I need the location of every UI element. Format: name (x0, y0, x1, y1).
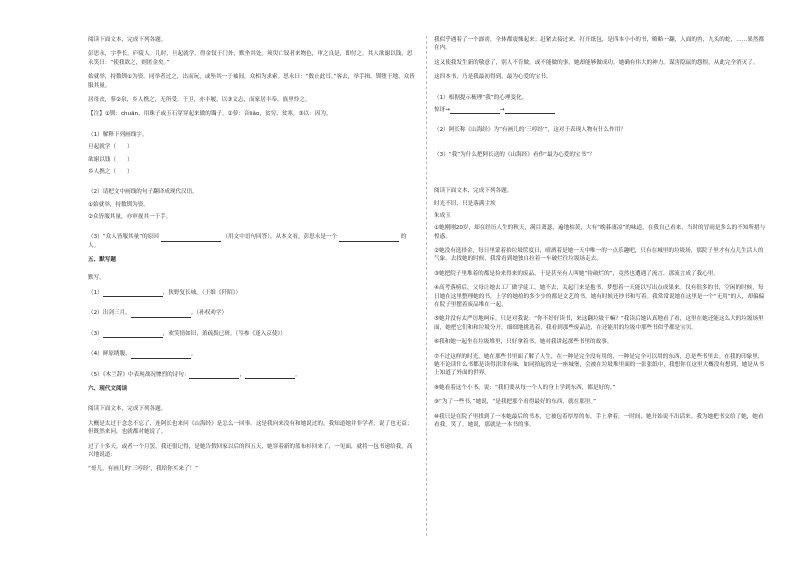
story-paragraph: “哥儿，有画儿的‘三哼经’，我给你买来了！” (88, 466, 199, 473)
answer-blank[interactable] (103, 330, 163, 338)
question-3-text-a: （3）“众人皆服其量”的原因 (88, 234, 159, 241)
dictation-suffix: ，欢笑情如旧，萧疏鬓已斑。（岑参《逢入京使》） (162, 330, 286, 337)
question-3: （3）“我”为什么把阿长送的《山海经》看作“最为心爱的宝书”？ (434, 151, 595, 158)
dictation-prefix: （2）出剑三月， (88, 310, 131, 317)
answer-blank[interactable] (505, 106, 555, 114)
story-paragraph: 这又使我发生新的敬意了，别人不肯做，或不能做的事，她却能够做成功。她确有伟大的神力。谋害隐鼠的怨恨，从此完全消灭了。 (434, 59, 759, 66)
annotation-note: 【注】①钏：chuān，用珠子或玉石穿穿起来做的镯子。②蓼：音liǎo，贫穷、贫寒。③以：因为。 (88, 111, 332, 118)
dictation-prefix: （3） (88, 330, 103, 337)
essay-author: 朱成玉 (434, 212, 451, 219)
question-2-title: （2）请把文中画线的句子翻译成现代汉语。 (88, 189, 198, 196)
question-3 (88, 233, 416, 250)
dictation-suffix: 。（孙权劝学） (190, 310, 228, 317)
essay-title: 时光不旧，只是落满尘埃 (434, 200, 496, 207)
column-divider (426, 36, 427, 536)
reading-instruction: 阅读下面文本，完成下列各题。 (434, 188, 513, 195)
question-1 (88, 131, 416, 177)
answer-blank[interactable] (339, 234, 399, 242)
dictation-item (88, 330, 416, 338)
section-heading: 五、默写题 (88, 257, 116, 264)
reading-instruction: 阅读下面文本，完成下列各题。 (88, 37, 167, 43)
question-3-text-b: （用文中语句回答）。从本文看，彭思永是一个 (222, 234, 338, 241)
mood-start: 惊讶→ (434, 106, 450, 113)
answer-blank[interactable] (450, 106, 500, 114)
question-1-title: （1）根据提示梳理“我”的心理变化。 (434, 94, 528, 101)
answer-blank[interactable] (131, 310, 191, 318)
dictation-item (88, 309, 416, 317)
dictation-item (88, 289, 416, 297)
story-paragraph: 这四本书，乃是我最初得到，最为心爱的宝书。 (434, 74, 552, 81)
story-paragraph: 过了十多天，或者一个月罢，我还很记得，是她告假回家以后的四五天，她穿着新的蓝布衫回来了，一见面，就将一包书递给我，高兴地说道： (88, 443, 413, 458)
classical-passage-3: 居母丧，蓼②泉，乡人携之，无所受。于卫，亦丰履，以③文志，而家居丰奉，族里怜之。 (88, 96, 311, 103)
essay-paragraph: ④高考落榜后，父母让她去工厂做学徒工，她不去，关起门来是抱书，梦想着一天能以写出点成果来。仅有很多的书，空闲的时候，每日她在这里整理她的书，上学的她拾的多少少的都是文艺的书，她有时候还抄书和写着。我常常说她在这里是一个“无用”的人，却偏偏在院子里摆着废品堆在一起。 (434, 285, 765, 309)
dictation-prefix: （1） (88, 290, 103, 297)
mood-chain (434, 106, 768, 114)
question-2-item: ①始就举，持数钏为资。 (88, 201, 149, 208)
question-1-item: 乡人携之（ ） (88, 168, 133, 175)
dictation-suffix: ，狭野复长城。（王维《阡陌》） (162, 290, 242, 297)
dictation-prefix: （5）《木兰辞》中表现战况惨烈的诗句： (88, 371, 190, 378)
dictation-sep: ， (239, 371, 246, 378)
story-paragraph: 大概是太过于念念不忘了，连阿长也来问《山海经》是怎么一回事。这是我向来没有和她说过的，我知道她并非学者，说了也无益；但既然来问，也就都对她说了。 (88, 420, 413, 436)
dictation-suffix: 。 (190, 351, 197, 358)
essay-paragraph: ⑥我和她一起坐在垃圾堆里，只好拿着书，她对我讲起那些书里的故事。 (434, 339, 613, 346)
question-3-text-c: 的人。 (88, 234, 407, 249)
question-1-title: （1）解释下列画线字。 (88, 131, 148, 138)
question-1-item: 欲谢以钱（ ） (88, 156, 133, 163)
classical-passage-2: 始就举，持数钏①为资。同举者过之，出而玩，或坠其一于袖间，众相为求索。思永曰：“数止此耳。”客去，举手揖，钏堕于地，众皆服其量。 (88, 74, 415, 89)
essay-paragraph: ②她没有选择金，每日里蒙着拾垃圾筐度日，晴洒着是她一天中唯一的一点乐趣吧，只有在城里的垃圾场，那院子里才有点儿生活人的气象。去找她的时候，我常看到她独自拉着一车破烂往垃圾场走去。 (434, 248, 764, 263)
section-heading: 六、现代文阅读 (88, 385, 128, 392)
essay-paragraph: ③她把院子里堆着的都是捡来得来的废品，于是甚至有人叫她“捡破烂的”，竟然也遭遇了流言，那流言成了我心里。 (434, 270, 719, 277)
dictation-instruction: 默写。 (88, 274, 105, 281)
left-column (88, 36, 416, 480)
story-paragraph: 我似乎遇着了一个霹雳，全体都震悚起来；赶紧去接过来，打开纸包，是四本小小的书，略略一翻，人面的兽，九头的蛇，……果然都在内。 (434, 37, 765, 52)
right-column (434, 36, 768, 435)
answer-blank[interactable] (189, 371, 239, 379)
question-2: （2）阿长称《山海经》为“有画儿的‘三哼经’”，这对于表现人物有什么作用？ (434, 127, 626, 134)
reading-instruction: 阅读下面文本，完成下列各题。 (88, 406, 167, 413)
question-2 (88, 188, 416, 221)
essay-paragraph: ①她刚刚20岁，却在经历人生的秋天，满目萧瑟，遍地枯黄，大有“晚暮凄凉”的味道。在我自己看来，当时的冒雨是多么的不知所措与惶惑。 (434, 225, 766, 240)
question-1-item: 旦起就学（ ） (88, 144, 133, 151)
essay-paragraph: ⑤她并没有太严厉地呵斥，只是对我说：“你不好好读书，来这翻垃圾干嘛？”我读后她认真地看了看，这里在她还能这么大的垃圾场里面，她把它们和和垃圾分开，细细地挑选着，我看到那些废品边，在还能用的垃圾中那些书似乎都是宝贝。 (434, 316, 764, 331)
answer-blank[interactable] (131, 351, 191, 359)
mood-arrow: → (499, 106, 505, 113)
answer-blank[interactable] (103, 289, 163, 297)
classical-passage-1: 彭思永，字季长，庐陵人。儿时，旦起就学，得金钗于门外，默坐其处。须臾亡钗者来物色，审之良是，即付之。其人欲谢以钱，思永笑曰：“使我欲之，则匿金矣。” (88, 51, 413, 66)
essay-paragraph: ⑦不过这样的时光，她在那些书里面了解了人生，在一种是完全没有用的，一种是完全可以用的东西，总是些书里去。在我的印象里，她不论读什么书都是读得津津有味，如同拾起的是一座城堡，会被在垃圾堆里面的一张张纸中，我想你在这里大概没有想到，她是从书上知道了外面的世界。 (434, 353, 765, 377)
essay-paragraph: ⑩我只是在院子里找到了一本她最后的书本，它被包着厚厚的布，手上拿着，一时间，她开始说不出话来。我为她把书交给了她，她看看我，笑了。她说，那就是一本书的事。 (434, 413, 764, 428)
essay-paragraph: ⑧她看着这个小书，说：“我们要从每一个人的身上学到东西，都是好的。” (434, 384, 616, 391)
answer-blank[interactable] (245, 371, 295, 379)
dictation-item (88, 371, 416, 379)
question-2-item: ②众皆服其量，亦审视其一于手。 (88, 214, 172, 221)
dictation-suffix: 。 (295, 371, 301, 378)
essay-paragraph: ⑨“为了一些书，”她说，“是我把那个看得最好的东西，就在那里。” (434, 399, 597, 406)
answer-blank[interactable] (161, 234, 221, 242)
dictation-prefix: （4）鲜原绣腹， (88, 351, 131, 358)
dictation-item (88, 350, 416, 358)
